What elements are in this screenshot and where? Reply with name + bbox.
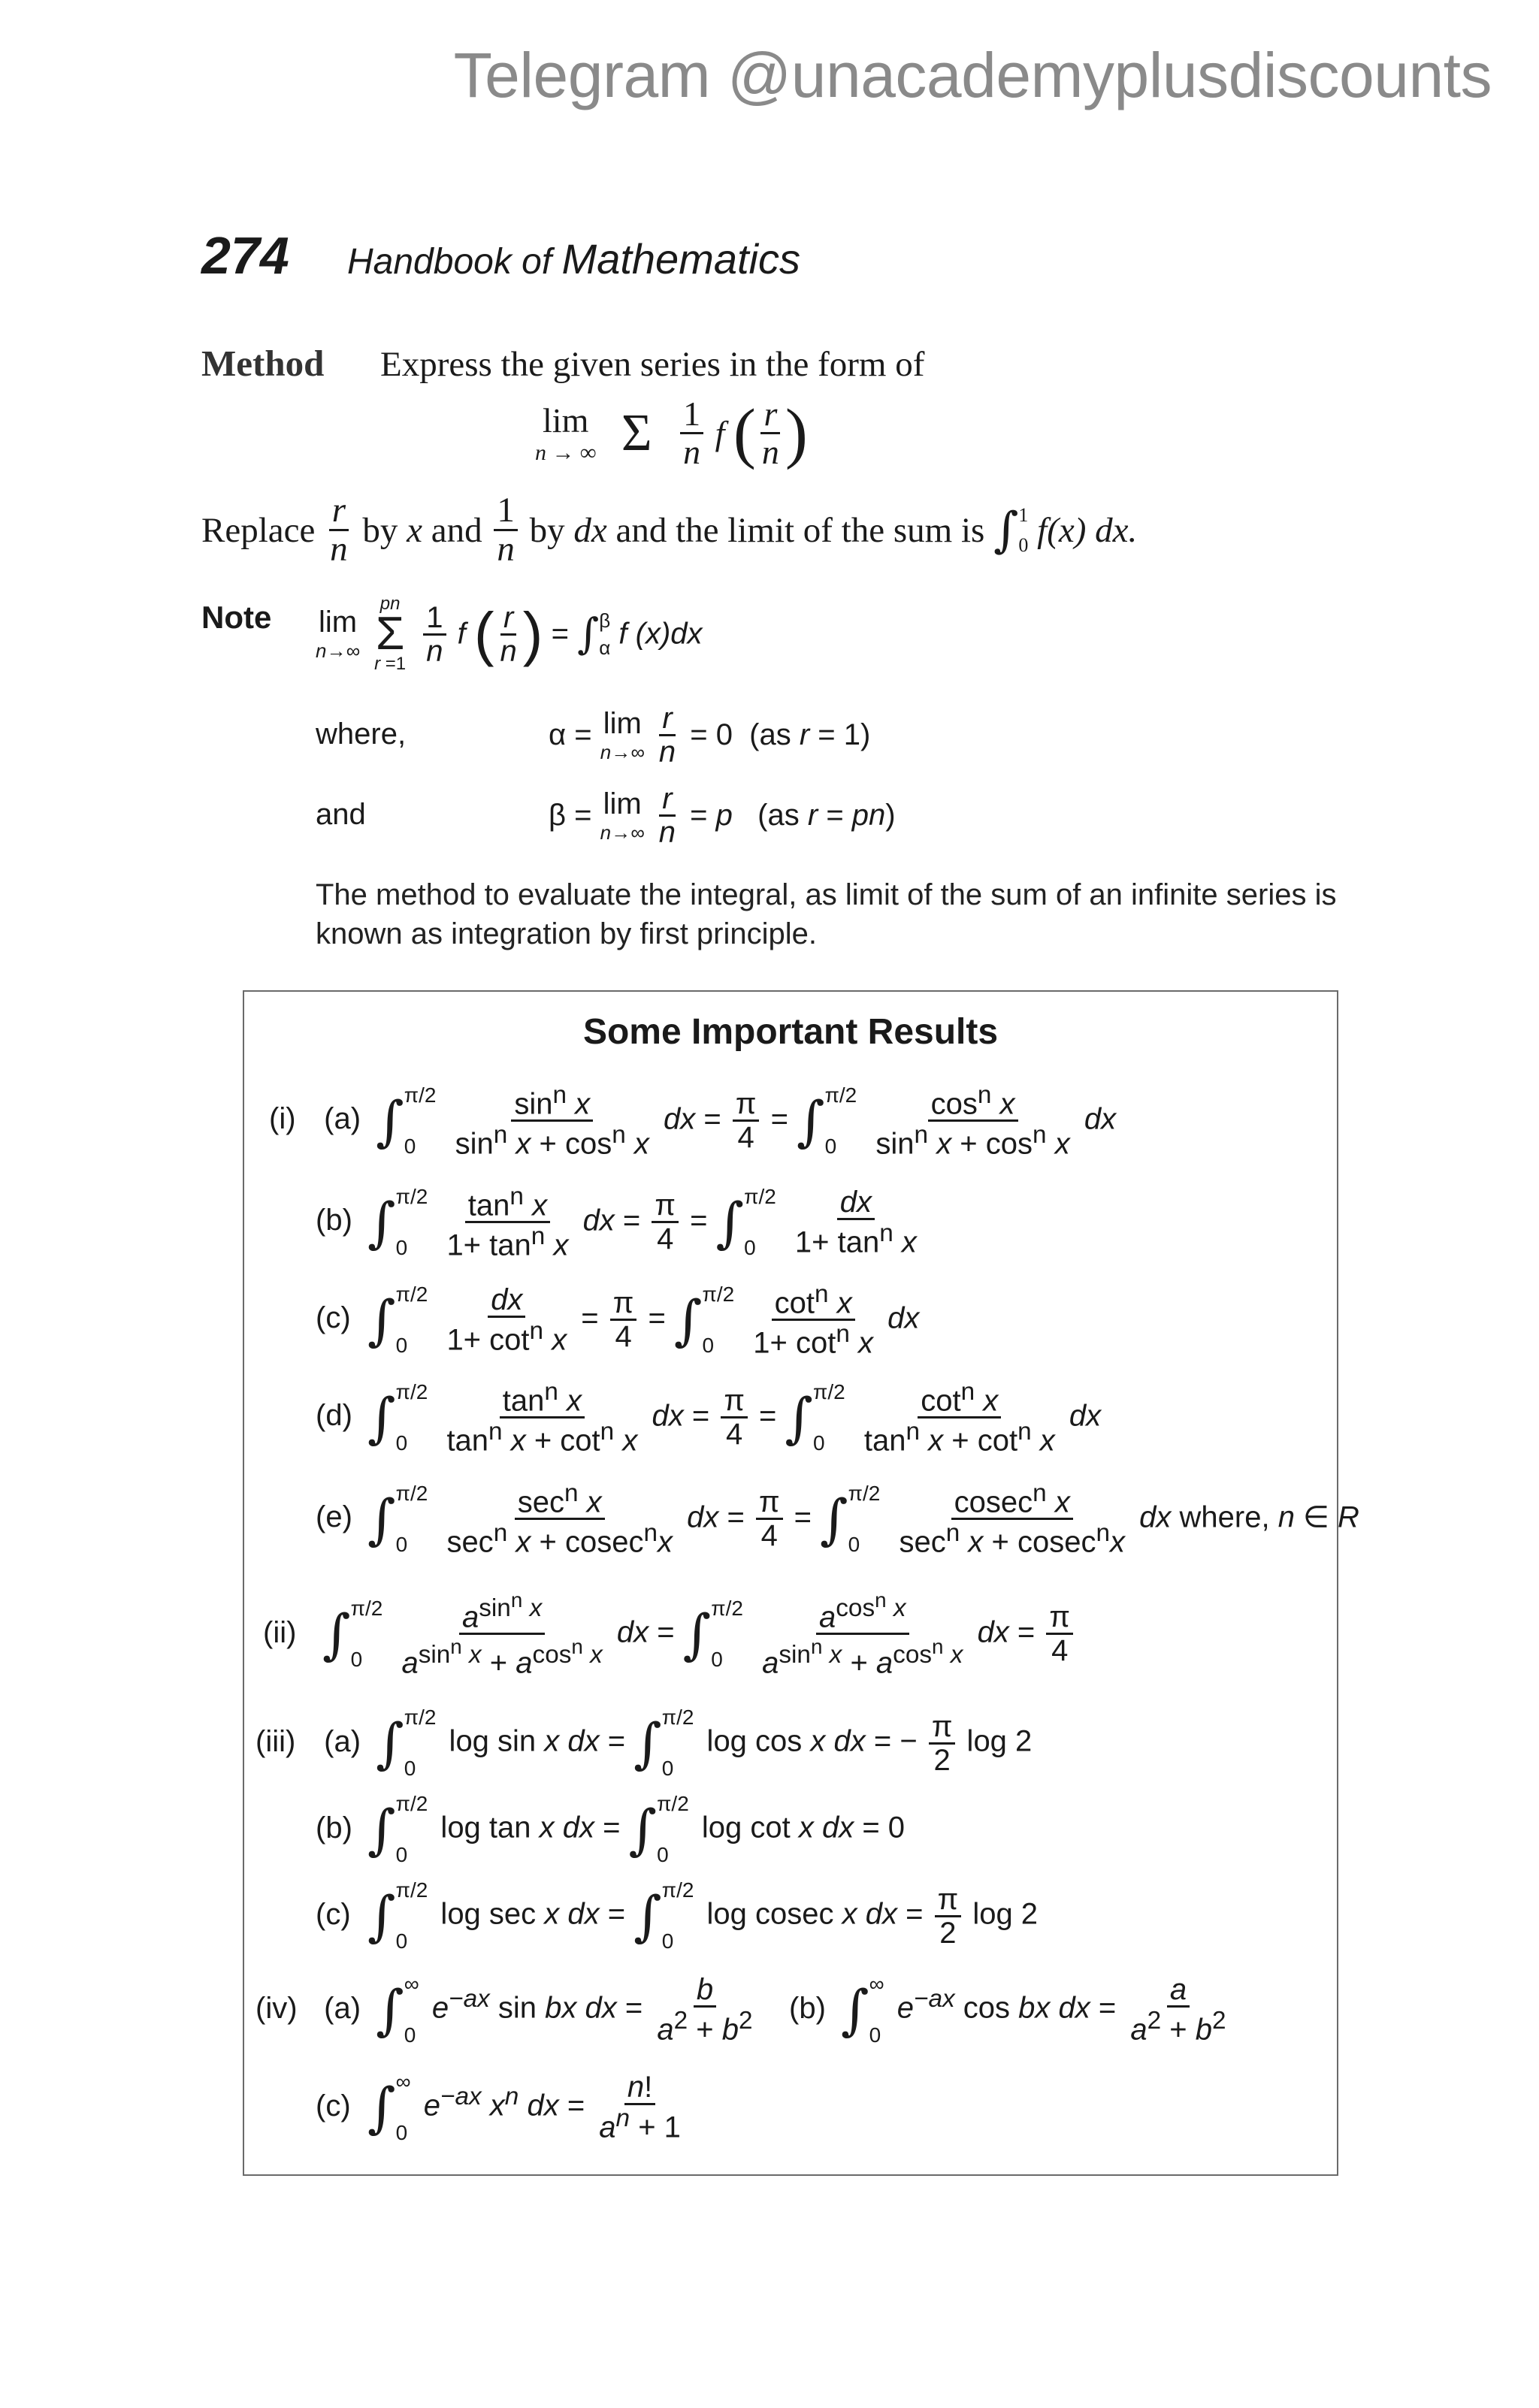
result-iii-a: (iii) (a) ∫ π/2 0 log sin x dx = ∫ π/2 0 log cos x dx = − $\frac{\pi}{2}$ log 2 — [255, 1706, 1033, 1780]
result-sublabel: (d) — [316, 1399, 352, 1433]
result-i-a: (i) (a) ∫ π/2 0 $\frac{\sin^n x}{\sin^n x + \cos^n x}$ dx = $\frac{\pi}{4}$ = ∫ π/2 0 $\frac{\cos^n x}{\sin^n x + \cos^n x}$ dx — [269, 1081, 1117, 1161]
result-iv-c: (c) ∫ ∞ 0 $e^{-ax}$ $x^n$ dx = $\frac{n!}{a^n + 1}$ — [316, 2070, 681, 2144]
note-alpha: α = lim n→∞ $\frac{r}{n}$ = 0 (as r = 1) — [549, 702, 871, 769]
by-word: by — [362, 510, 398, 550]
note-label: Note — [201, 600, 272, 635]
result-sublabel: (b) — [316, 1204, 352, 1237]
result-sublabel: (c) — [316, 1301, 351, 1335]
result-label: (ii) — [263, 1615, 297, 1649]
result-i-c: (c) ∫ π/2 0 $\frac{dx}{1+ \cot^n x}$ = $\frac{\pi}{4}$ = ∫ π/2 0 $\frac{\cot^n x}{1+ \cot^n x}$ dx — [316, 1280, 920, 1360]
one-over-n-inline: $\frac{1}{n}$ — [494, 492, 518, 569]
result-sublabel: (e) — [316, 1500, 352, 1534]
result-iv-a: (iv) (a) ∫ ∞ 0 $e^{-ax}$ sin bx dx = $\frac{b}{a^2 + b^2}$ — [255, 1972, 753, 2047]
x-var: x — [407, 510, 422, 550]
method-label: Method — [201, 343, 325, 384]
note-and: and — [316, 798, 366, 831]
result-i-b: (b) ∫ π/2 0 $\frac{\tan^n x}{1+ \tan^n x}$ dx = $\frac{\pi}{4}$ = ∫ π/2 0 $\frac{dx}{1+ \tan^n x}$ — [316, 1183, 917, 1262]
book-title-prefix: Handbook of — [347, 242, 552, 282]
result-sublabel: (b) — [316, 1811, 352, 1845]
and-word: and — [431, 510, 482, 550]
note-paragraph: The method to evaluate the integral, as limit of the sum of an infinite series is known as integration by first principle. — [316, 878, 1337, 950]
result-label: (iii) — [255, 1724, 296, 1758]
result-iii-b: (b) ∫ π/2 0 log tan x dx = ∫ π/2 0 log cot x dx = 0 — [316, 1792, 906, 1866]
result-sublabel: (c) — [316, 1897, 351, 1931]
result-sublabel: (a) — [324, 1991, 361, 2025]
result-sublabel: (c) — [316, 2089, 351, 2122]
note-where: where, — [316, 718, 407, 751]
results-title: Some Important Results — [582, 1012, 999, 1052]
r-over-n-inline: $\frac{r}{n}$ — [330, 491, 348, 570]
replace-word: Replace — [201, 510, 316, 550]
method-formula: lim n → ∞ Σ $\frac{1}{n}$ f ( $\frac{r}{n}$ ) — [535, 394, 808, 471]
r-over-n: $\frac{r}{n}$ — [761, 394, 779, 471]
book-title-main: Mathematics — [561, 235, 800, 282]
result-sublabel: (a) — [324, 1724, 361, 1758]
result-iii-c: (c) ∫ π/2 0 log sec x dx = ∫ π/2 0 log cosec x dx = $\frac{\pi}{2}$ log 2 — [316, 1878, 1039, 1953]
book-title — [347, 234, 800, 283]
result-sublabel: (b) — [789, 1991, 826, 2025]
result-label: (iv) — [255, 1991, 298, 2025]
result-label: (i) — [269, 1102, 296, 1136]
note-beta: β = lim n→∞ $\frac{r}{n}$ = p (as r = pn) — [549, 782, 896, 849]
result-iv-b: (b) ∫ ∞ 0 $e^{-ax}$ cos bx dx = $\frac{a}{a^2 + b^2}$ — [789, 1972, 1226, 2047]
lim-subscript: n → ∞ — [535, 440, 597, 465]
watermark: Telegram @unacademyplusdiscounts — [453, 40, 1492, 110]
result-i-d: (d) ∫ π/2 0 $\frac{\tan^n x}{\tan^n x + \cot^n x}$ dx = $\frac{\pi}{4}$ = ∫ π/2 0 $\frac{\cot^n x}{\tan^n x + \cot^n x}$ dx — [316, 1378, 1102, 1458]
one-over-n: $\frac{1}{n}$ — [680, 396, 703, 471]
result-ii: (ii) ∫ π/2 0 $\frac{a^{sin^n x}}{a^{sin^n x} + a^{cos^n x}}$ dx = ∫ π/2 0 $\frac{a^{cos^n x}}{a^{sin^n x} + a^{cos^n x}}$ dx = $\frac{\pi}{4}$ — [263, 1589, 1076, 1679]
limit-sum-text: and the limit of the sum is — [615, 510, 985, 550]
dx-var: dx — [573, 510, 607, 550]
note-formula: lim n→∞ pn Σ r =1 $\frac{1}{n}$ f ( $\frac{r}{n}$ ) = ∫ β α f (x)dx — [316, 594, 703, 674]
result-sublabel: (a) — [324, 1102, 361, 1136]
sigma-symbol: Σ — [621, 403, 652, 462]
by-word-2: by — [529, 510, 565, 550]
limit-operator — [535, 400, 596, 466]
method-intro: Express the given series in the form of — [380, 345, 925, 384]
page-number: 274 — [201, 226, 289, 285]
replace-line: Replace $\frac{r}{n}$ by x and $\frac{1}{n}$ by dx and the limit of the sum is ∫ 1 0 f(x) dx. — [201, 491, 1138, 570]
result-i-e: (e) ∫ π/2 0 $\frac{\sec^n x}{\sec^n x + cosec^nx}$ dx = $\frac{\pi}{4}$ = ∫ π/2 0 $\frac{cosec^n x}{\sec^n x + cosec^nx}$ dx where, n ∈ R — [316, 1479, 1359, 1559]
fx-dx: f(x) dx. — [1037, 510, 1138, 550]
lim-text: lim — [543, 401, 589, 440]
